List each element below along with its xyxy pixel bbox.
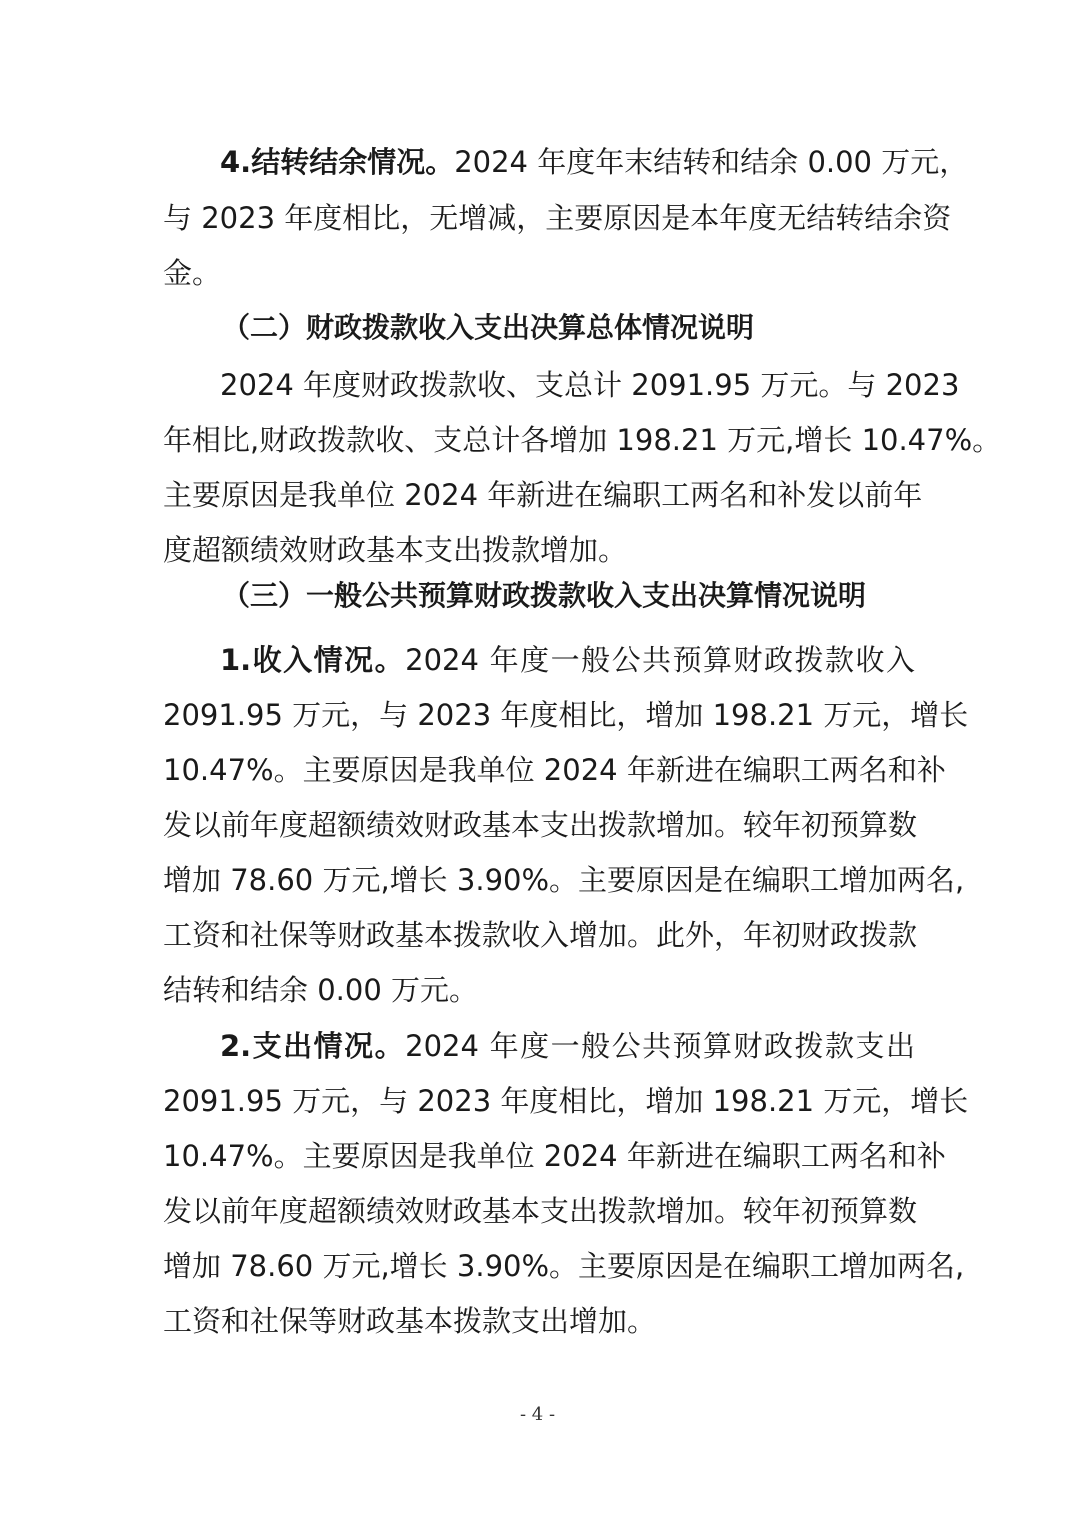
paragraph-line: 2091.95 万元，与 2023 年度相比，增加 198.21 万元，增长 [163, 1084, 969, 1118]
paragraph-line: 金。 [163, 256, 222, 290]
section-lead: 4.结转结余情况。 [220, 145, 455, 179]
paragraph-line: 主要原因是我单位 2024 年新进在编职工两名和补发以前年 [163, 478, 923, 512]
section-heading: （二）财政拨款收入支出决算总体情况说明 [222, 311, 755, 344]
paragraph-line: 增加 78.60 万元,增长 3.90%。主要原因是在编职工增加两名, [163, 1249, 965, 1283]
paragraph-line: 年相比,财政拨款收、支总计各增加 198.21 万元,增长 10.47%。 [163, 423, 1002, 457]
paragraph-text: 2024 年度年末结转和结余 0.00 万元， [454, 145, 969, 179]
paragraph-line: 度超额绩效财政基本支出拨款增加。 [163, 533, 628, 567]
paragraph-line: 结转和结余 0.00 万元。 [163, 973, 479, 1007]
section-lead: 1.收入情况。 [220, 643, 406, 677]
paragraph-line: 增加 78.60 万元,增长 3.90%。主要原因是在编职工增加两名, [163, 863, 965, 897]
section-lead: 2.支出情况。 [220, 1029, 406, 1063]
paragraph-line: 10.47%。主要原因是我单位 2024 年新进在编职工两名和补 [163, 753, 946, 787]
paragraph-line [220, 1028, 915, 1064]
paragraph-text: 2024 年度一般公共预算财政拨款收入 [405, 643, 915, 677]
paragraph-line: 2091.95 万元，与 2023 年度相比，增加 198.21 万元，增长 [163, 698, 969, 732]
paragraph-line [220, 642, 915, 678]
paragraph-line: 发以前年度超额绩效财政基本支出拨款增加。较年初预算数 [163, 1194, 918, 1228]
paragraph-line [220, 144, 969, 180]
section-heading: （三）一般公共预算财政拨款收入支出决算情况说明 [222, 579, 867, 612]
paragraph-line: 工资和社保等财政基本拨款收入增加。此外，年初财政拨款 [163, 918, 918, 952]
paragraph-line: 发以前年度超额绩效财政基本支出拨款增加。较年初预算数 [163, 808, 918, 842]
paragraph-line: 与 2023 年度相比，无增减，主要原因是本年度无结转结余资 [163, 201, 952, 235]
paragraph-line: 2024 年度财政拨款收、支总计 2091.95 万元。与 2023 [220, 368, 960, 402]
paragraph-line: 工资和社保等财政基本拨款支出增加。 [163, 1304, 657, 1338]
paragraph-line: 10.47%。主要原因是我单位 2024 年新进在编职工两名和补 [163, 1139, 946, 1173]
paragraph-text: 2024 年度一般公共预算财政拨款支出 [405, 1029, 915, 1063]
page-number: - 4 - [519, 1404, 556, 1425]
